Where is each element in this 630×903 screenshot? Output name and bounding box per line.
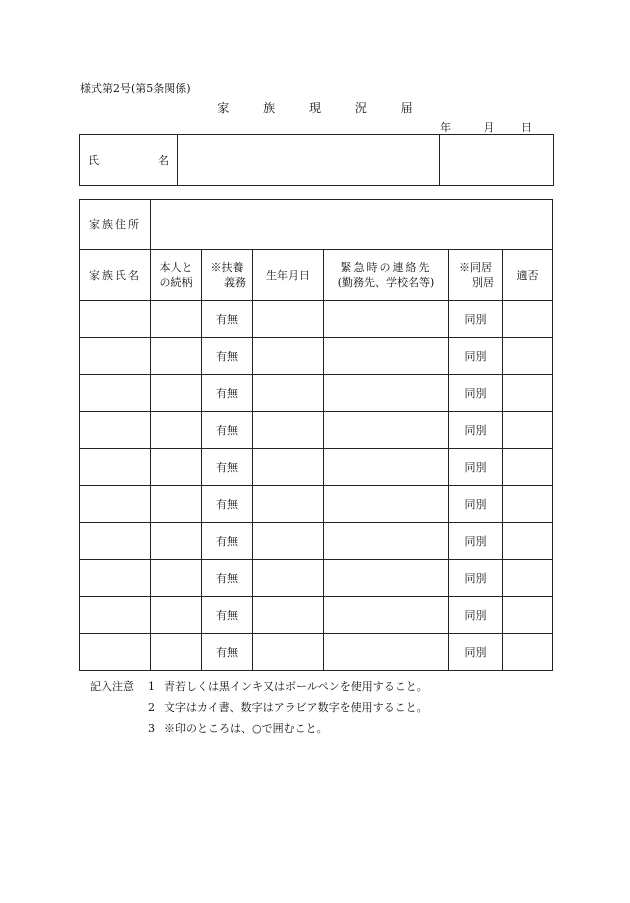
- cohabit-choice-cell[interactable]: 同別: [449, 486, 503, 523]
- table-row: [80, 597, 553, 634]
- cohabit-choice-cell[interactable]: 同別: [449, 560, 503, 597]
- date-day-label: 日: [521, 121, 532, 134]
- cohabit-choice-cell[interactable]: 同別: [449, 301, 503, 338]
- title-char: 族: [263, 101, 276, 115]
- eligibility-cell[interactable]: [503, 597, 553, 634]
- support-choice-cell[interactable]: 有無: [202, 597, 253, 634]
- header-cohabit-line2: 別居: [472, 276, 494, 289]
- header-emergency-contact: [324, 250, 449, 301]
- title-char: 況: [354, 101, 367, 115]
- note-text: 青若しくは黒インキ又はボールペンを使用すること。: [164, 680, 428, 693]
- notes-heading: 記入注意: [90, 680, 134, 693]
- header-eligibility: 適否: [503, 250, 553, 301]
- eligibility-cell[interactable]: [503, 560, 553, 597]
- support-choice-cell[interactable]: 有無: [202, 560, 253, 597]
- support-choice-cell[interactable]: 有無: [202, 523, 253, 560]
- header-contact-line2: (勤務先、学校名等): [337, 276, 435, 289]
- name-table: [79, 134, 554, 186]
- support-choice-cell[interactable]: 有無: [202, 412, 253, 449]
- birthdate-cell[interactable]: [253, 597, 324, 634]
- birthdate-cell[interactable]: [253, 301, 324, 338]
- note-number: 1: [148, 680, 155, 693]
- table-row: [80, 523, 553, 560]
- cohabit-choice-cell[interactable]: 同別: [449, 523, 503, 560]
- contact-cell[interactable]: [324, 560, 449, 597]
- support-choice-cell[interactable]: 有無: [202, 486, 253, 523]
- date-month-label: 月: [483, 121, 495, 134]
- support-choice-cell[interactable]: 有無: [202, 375, 253, 412]
- note-text: ※印のところは、○で囲むこと。: [164, 722, 328, 735]
- table-row: [80, 449, 553, 486]
- birthdate-cell[interactable]: [253, 486, 324, 523]
- header-relation-line2: の続柄: [159, 276, 193, 289]
- contact-cell[interactable]: [324, 375, 449, 412]
- cohabit-choice-cell[interactable]: 同別: [449, 634, 503, 671]
- note-item: [90, 697, 428, 718]
- cohabit-choice-cell[interactable]: 同別: [449, 412, 503, 449]
- birthdate-cell[interactable]: [253, 560, 324, 597]
- relation-cell[interactable]: [151, 523, 202, 560]
- relation-cell[interactable]: [151, 560, 202, 597]
- support-choice-cell[interactable]: 有無: [202, 449, 253, 486]
- cohabit-choice-cell[interactable]: 同別: [449, 449, 503, 486]
- eligibility-cell[interactable]: [503, 412, 553, 449]
- title-char: 現: [308, 101, 321, 115]
- eligibility-cell[interactable]: [503, 338, 553, 375]
- contact-cell[interactable]: [324, 597, 449, 634]
- family-name-cell[interactable]: [80, 597, 151, 634]
- name-label-right: 名: [158, 153, 169, 167]
- support-choice-cell[interactable]: 有無: [202, 634, 253, 671]
- table-row: [80, 338, 553, 375]
- relation-cell[interactable]: [151, 486, 202, 523]
- header-relation: [151, 250, 202, 301]
- form-number-label: 様式第2号(第5条関係): [80, 82, 191, 95]
- eligibility-cell[interactable]: [503, 523, 553, 560]
- relation-cell[interactable]: [151, 338, 202, 375]
- title-char: 届: [400, 101, 413, 115]
- table-row: [80, 301, 553, 338]
- header-relation-line1: 本人と: [159, 261, 193, 274]
- contact-cell[interactable]: [324, 523, 449, 560]
- note-number: 2: [148, 701, 155, 714]
- header-family-name: 家族氏名: [80, 250, 151, 301]
- family-name-cell[interactable]: [80, 523, 151, 560]
- contact-cell[interactable]: [324, 301, 449, 338]
- eligibility-cell[interactable]: [503, 634, 553, 671]
- cohabit-choice-cell[interactable]: 同別: [449, 338, 503, 375]
- relation-cell[interactable]: [151, 412, 202, 449]
- birthdate-cell[interactable]: [253, 634, 324, 671]
- birthdate-cell[interactable]: [253, 412, 324, 449]
- eligibility-cell[interactable]: [503, 449, 553, 486]
- table-row: [80, 486, 553, 523]
- contact-cell[interactable]: [324, 449, 449, 486]
- address-input-cell[interactable]: [151, 200, 553, 250]
- name-label-cell: [80, 135, 178, 186]
- eligibility-cell[interactable]: [503, 486, 553, 523]
- family-name-cell[interactable]: [80, 449, 151, 486]
- eligibility-cell[interactable]: [503, 301, 553, 338]
- title-char: 家: [217, 101, 230, 115]
- cohabit-choice-cell[interactable]: 同別: [449, 375, 503, 412]
- birthdate-cell[interactable]: [253, 338, 324, 375]
- note-item: [90, 718, 428, 739]
- family-name-cell[interactable]: [80, 486, 151, 523]
- header-support-line1: ※扶養: [210, 261, 244, 274]
- note-number: 3: [148, 722, 155, 735]
- entry-notes: [90, 676, 428, 739]
- header-support-line2: 義務: [224, 276, 246, 289]
- contact-cell[interactable]: [324, 412, 449, 449]
- contact-cell[interactable]: [324, 338, 449, 375]
- family-name-cell[interactable]: [80, 412, 151, 449]
- address-label-cell: 家族住所: [80, 200, 151, 250]
- header-cohabitation: [449, 250, 503, 301]
- date-year-label: 年: [440, 121, 451, 134]
- name-extra-cell[interactable]: [440, 135, 554, 186]
- birthdate-cell[interactable]: [253, 375, 324, 412]
- family-name-cell[interactable]: [80, 634, 151, 671]
- support-choice-cell[interactable]: 有無: [202, 301, 253, 338]
- family-name-cell[interactable]: [80, 560, 151, 597]
- name-label-left: 氏: [88, 153, 99, 167]
- family-name-cell[interactable]: [80, 375, 151, 412]
- birthdate-cell[interactable]: [253, 449, 324, 486]
- table-row: [80, 560, 553, 597]
- table-row: [80, 634, 553, 671]
- name-input-cell[interactable]: [178, 135, 440, 186]
- relation-cell[interactable]: [151, 597, 202, 634]
- header-contact-line1: 緊急時の連絡先: [340, 261, 432, 274]
- contact-cell[interactable]: [324, 634, 449, 671]
- family-name-cell[interactable]: [80, 338, 151, 375]
- birthdate-cell[interactable]: [253, 523, 324, 560]
- header-cohabit-line1: ※同居: [459, 261, 492, 274]
- family-name-cell[interactable]: [80, 301, 151, 338]
- header-birthdate: 生年月日: [253, 250, 324, 301]
- contact-cell[interactable]: [324, 486, 449, 523]
- date-line: [440, 119, 532, 135]
- note-text: 文字はカイ書、数字はアラビア数字を使用すること。: [164, 701, 428, 714]
- eligibility-cell[interactable]: [503, 375, 553, 412]
- relation-cell[interactable]: [151, 301, 202, 338]
- relation-cell[interactable]: [151, 449, 202, 486]
- document-title: [0, 99, 630, 116]
- family-table: [79, 199, 553, 671]
- relation-cell[interactable]: [151, 375, 202, 412]
- support-choice-cell[interactable]: 有無: [202, 338, 253, 375]
- table-row: [80, 375, 553, 412]
- relation-cell[interactable]: [151, 634, 202, 671]
- note-item: [90, 676, 428, 697]
- header-support-duty: [202, 250, 253, 301]
- cohabit-choice-cell[interactable]: 同別: [449, 597, 503, 634]
- table-row: [80, 412, 553, 449]
